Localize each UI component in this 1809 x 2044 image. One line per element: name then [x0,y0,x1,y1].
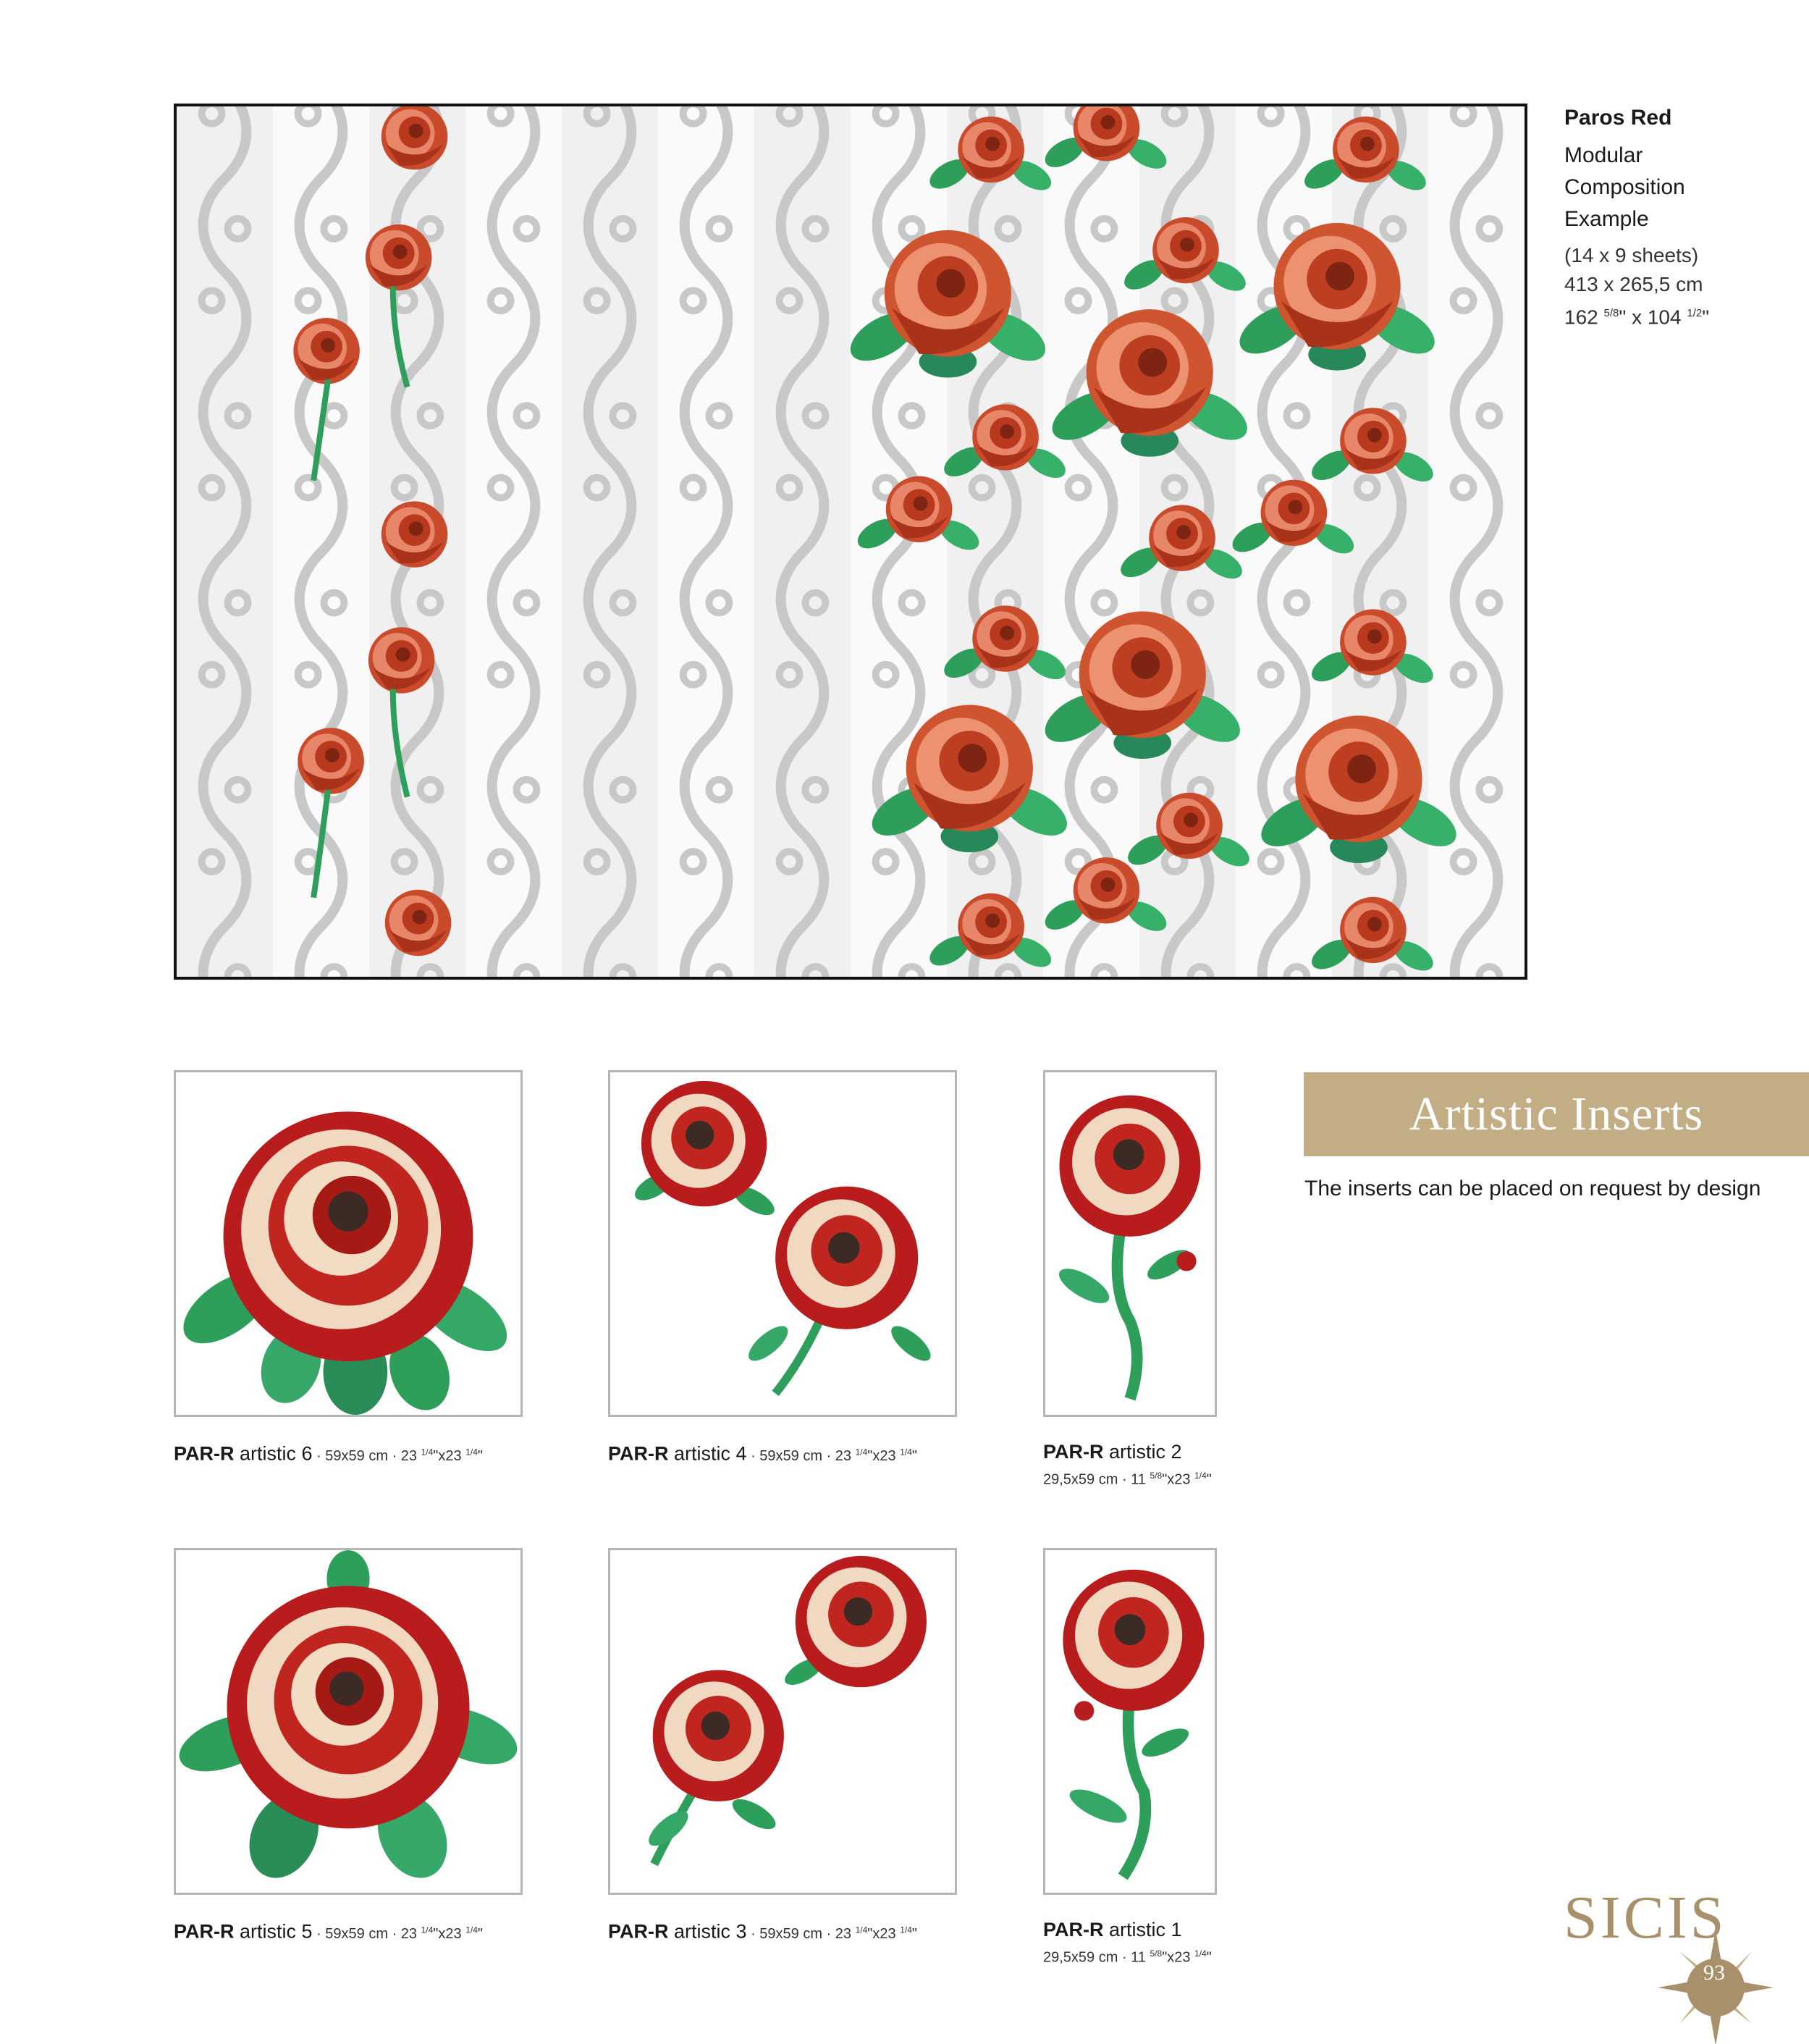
insert-image-artistic-6 [174,1070,523,1417]
section-heading: Artistic Inserts [1409,1088,1704,1140]
insert-image-artistic-5 [174,1548,523,1895]
composition-subtitle-2: Composition [1564,175,1685,199]
composition-column [465,106,562,977]
section-note: The inserts can be placed on request by design [1304,1177,1761,1200]
composition-panel [174,104,1527,980]
insert-caption-artistic-1: PAR-R artistic 1 29,5x59 cm · 11 $^{5/8}$"x23 $^{1/4}$" [1043,1919,1212,1966]
mosaic-composition-image [177,106,1525,977]
rose-mosaic-image [610,1072,955,1415]
rose-mosaic-image [610,1550,955,1893]
composition-size-in: 162 $^{5/8}$" x 104 $^{1/2}$" [1564,306,1710,329]
rose-mosaic-image [176,1072,520,1415]
page-number: 93 [1703,1961,1725,1985]
composition-column [658,106,754,977]
composition-info [1564,104,1789,332]
rose-mosaic-image [176,1550,520,1893]
rose-mosaic-image [1045,1072,1215,1415]
brand-logo: SICIS [1564,1884,1727,1951]
insert-caption-artistic-6: PAR-R artistic 6 · 59x59 cm · 23 $^{1/4}$"x23 $^{1/4}$" [174,1442,484,1465]
composition-sheets: (14 x 9 sheets) [1564,244,1699,266]
insert-caption-artistic-3: PAR-R artistic 3 · 59x59 cm · 23 $^{1/4}$"x23 $^{1/4}$" [608,1920,918,1943]
composition-title: Paros Red [1564,106,1672,130]
composition-subtitle-3: Example [1564,207,1649,231]
insert-image-artistic-3 [608,1548,957,1895]
composition-subtitle-1: Modular [1564,143,1643,167]
composition-column [1043,106,1139,977]
insert-image-artistic-4 [608,1070,957,1417]
insert-caption-artistic-4: PAR-R artistic 4 · 59x59 cm · 23 $^{1/4}$"x23 $^{1/4}$" [608,1442,918,1465]
section-heading-banner [1304,1072,1809,1156]
insert-caption-artistic-2: PAR-R artistic 2 29,5x59 cm · 11 $^{5/8}$"x23 $^{1/4}$" [1043,1441,1212,1488]
composition-column [562,106,658,977]
insert-image-artistic-2 [1043,1070,1217,1417]
composition-size-cm: 413 x 265,5 cm [1564,273,1703,295]
insert-caption-artistic-5: PAR-R artistic 5 · 59x59 cm · 23 $^{1/4}$"x23 $^{1/4}$" [174,1920,484,1943]
composition-column [754,106,851,977]
insert-image-artistic-1 [1043,1548,1217,1895]
composition-column [177,106,273,977]
rose-mosaic-image [1045,1550,1215,1893]
